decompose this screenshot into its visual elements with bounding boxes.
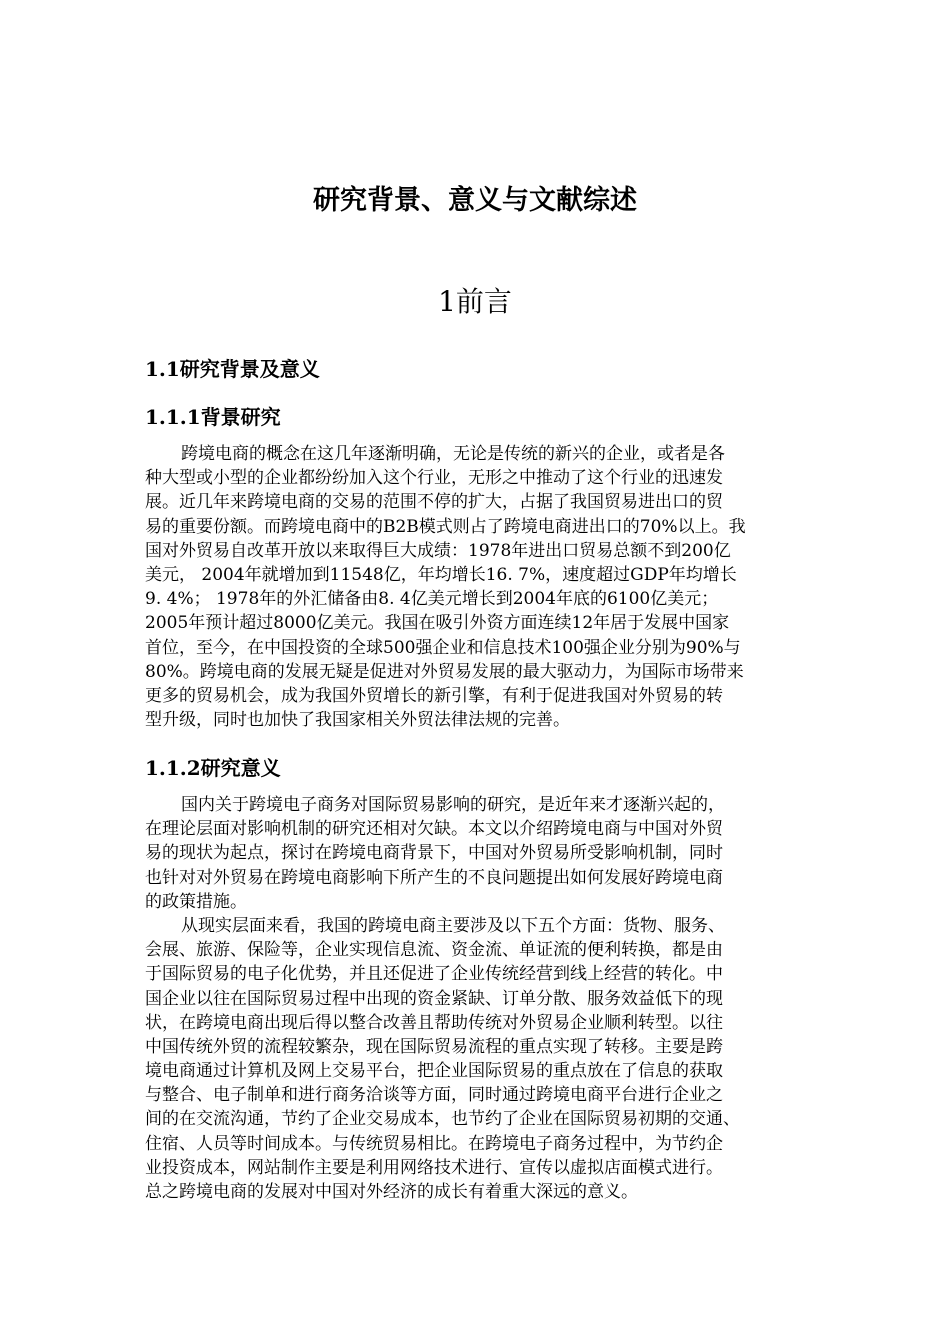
text-line: 中国传统外贸的流程较繁杂，现在国际贸易流程的重点实现了转移。主要是跨: [145, 1036, 723, 1057]
text-line: 型升级，同时也加快了我国家相关外贸法律法规的完善。: [145, 710, 570, 731]
subsection-heading-background: 1.1.1背景研究: [145, 405, 281, 429]
chapter-title: 1前言: [438, 285, 512, 318]
text-line: 与整合、电子制单和进行商务洽谈等方面，同时通过跨境电商平台进行企业之: [145, 1085, 723, 1106]
text-line: 住宿、人员等时间成本。与传统贸易相比。在跨境电子商务过程中，为节约企: [145, 1133, 723, 1154]
text-line: 状，在跨境电商出现后得以整合改善且帮助传统对外贸易企业顺利转型。以往: [145, 1012, 723, 1033]
text-line: 在理论层面对影响机制的研究还相对欠缺。本文以介绍跨境电商与中国对外贸: [145, 819, 723, 840]
text-line: 首位，至今，在中国投资的全球500强企业和信息技术100强企业分别为90%与: [145, 637, 741, 658]
text-line: 更多的贸易机会，成为我国外贸增长的新引擎，有利于促进我国对外贸易的转: [145, 685, 723, 706]
text-line: 跨境电商的概念在这几年逐渐明确，无论是传统的新兴的企业，或者是各: [181, 444, 725, 464]
text-line: 业投资成本，网站制作主要是利用网络技术进行、宣传以虚拟店面模式进行。: [145, 1157, 723, 1178]
text-line: 也针对对外贸易在跨境电商影响下所产生的不良问题提出如何发展好跨境电商: [145, 867, 723, 888]
section-heading: 1.1研究背景及意义: [145, 357, 320, 381]
text-line: 总之跨境电商的发展对中国对外经济的成长有着重大深远的意义。: [145, 1182, 638, 1202]
document-title: 研究背景、意义与文献综述: [313, 185, 637, 216]
text-line: 于国际贸易的电子化优势，并且还促进了企业传统经营到线上经营的转化。中: [145, 964, 723, 985]
significance-paragraphs: [145, 793, 817, 1204]
text-line: 的政策措施。: [145, 891, 247, 912]
text-line: 间的在交流沟通，节约了企业交易成本，也节约了企业在国际贸易初期的交通、: [145, 1109, 740, 1130]
text-line: 80%。跨境电商的发展无疑是促进对外贸易发展的最大驱动力，为国际市场带来: [145, 661, 744, 682]
subsection-heading-significance: 1.1.2研究意义: [145, 756, 281, 780]
text-line: 易的重要份额。而跨境电商中的B2B模式则占了跨境电商进出口的70%以上。我: [145, 516, 746, 537]
text-line: 种大型或小型的企业都纷纷加入这个行业，无形之中推动了这个行业的迅速发: [145, 468, 723, 489]
text-line: 国内关于跨境电子商务对国际贸易影响的研究，是近年来才逐渐兴起的，: [181, 795, 725, 815]
text-line: 9. 4%； 1978年的外汇储备由8. 4亿美元增长到2004年底的6100亿美元；: [145, 589, 719, 610]
text-line: 2005年预计超过8000亿美元。我国在吸引外资方面连续12年居于发展中国家: [145, 613, 730, 634]
text-line: 会展、旅游、保险等，企业实现信息流、资金流、单证流的便利转换，都是由: [145, 940, 723, 961]
text-line: 易的现状为起点，探讨在跨境电商背景下，中国对外贸易所受影响机制，同时: [145, 843, 723, 864]
text-line: 美元， 2004年就增加到11548亿，年均增长16. 7%，速度超过GDP年均增长: [145, 564, 737, 585]
text-line: 从现实层面来看，我国的跨境电商主要涉及以下五个方面：货物、服务、: [181, 915, 725, 936]
text-line: 展。近几年来跨境电商的交易的范围不停的扩大，占据了我国贸易进出口的贸: [145, 492, 723, 513]
text-line: 国企业以往在国际贸易过程中出现的资金紧缺、订单分散、服务效益低下的现: [145, 988, 723, 1009]
background-paragraph: [145, 442, 817, 732]
text-line: 国对外贸易自改革开放以来取得巨大成绩：1978年进出口贸易总额不到200亿: [145, 540, 731, 561]
text-line: 境电商通过计算机及网上交易平台，把企业国际贸易的重点放在了信息的获取: [145, 1061, 723, 1082]
